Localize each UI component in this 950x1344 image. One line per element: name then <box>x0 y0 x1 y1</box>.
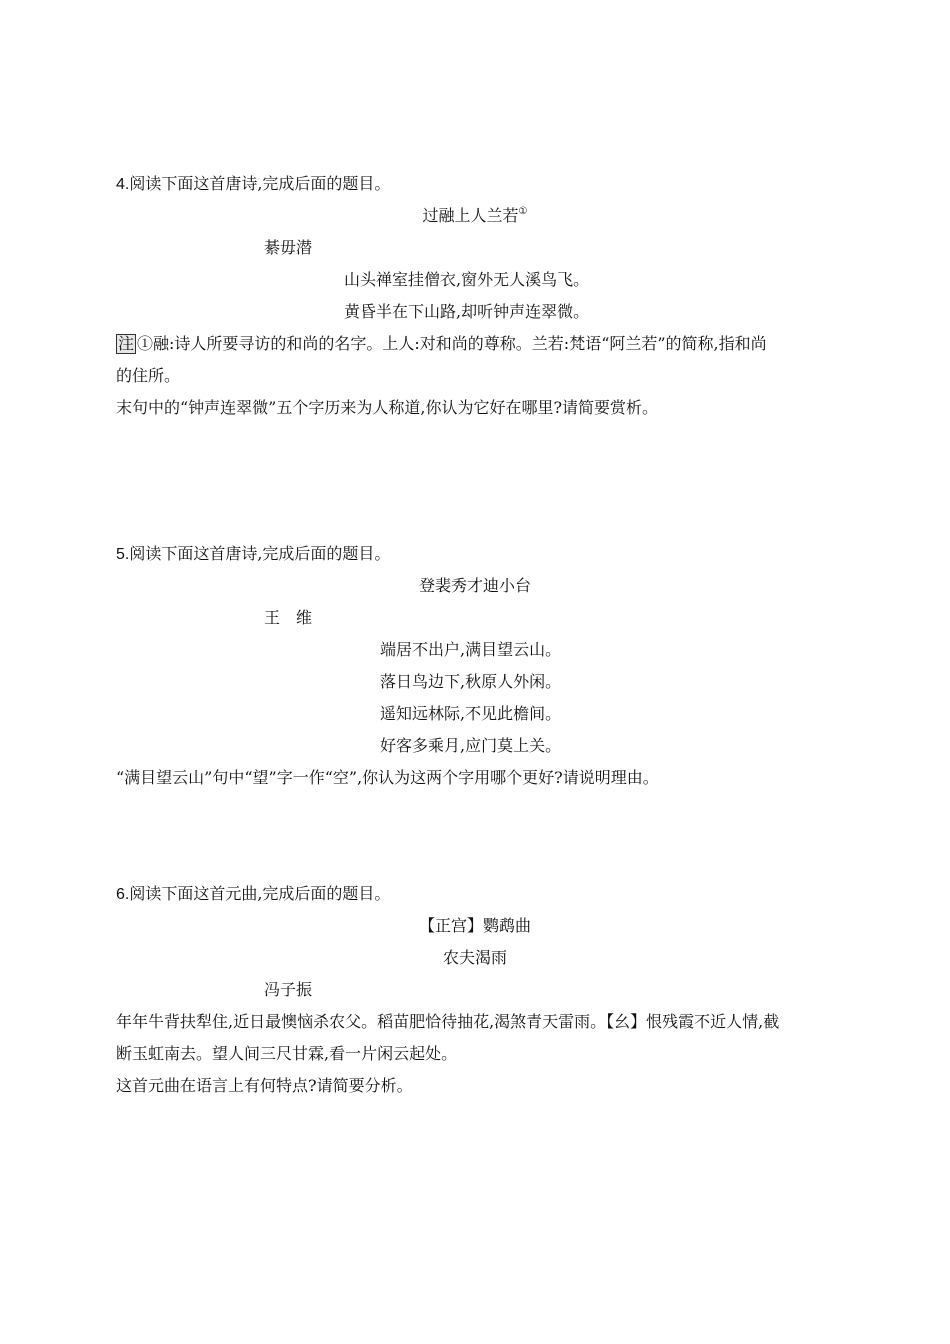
q6-poem-title: 农夫渴雨 <box>442 948 507 967</box>
q5-stem: 阅读下面这首唐诗,完成后面的题目。 <box>129 544 391 563</box>
q5-author-given-name: 维 <box>296 608 313 627</box>
q5-author <box>264 606 312 630</box>
q6-stem-line <box>116 882 390 906</box>
q5-stem-line <box>116 542 390 566</box>
q5-poem-line-1: 端居不出户,满目望云山。 <box>380 640 562 659</box>
q4-author: 綦毋潜 <box>264 238 313 257</box>
q4-poem-line-2: 黄昏半在下山路,却听钟声连翠微。 <box>344 302 590 321</box>
q6-stem: 阅读下面这首元曲,完成后面的题目。 <box>129 884 391 903</box>
q4-note-line-1 <box>116 332 767 356</box>
q4-poem-title-line <box>0 204 950 228</box>
q4-number: 4. <box>116 176 130 193</box>
q6-question: 这首元曲在语言上有何特点?请简要分析。 <box>116 1076 413 1095</box>
q4-note-line-2: 的住所。 <box>116 366 181 385</box>
q4-title-footnote-marker: ① <box>518 206 528 217</box>
q4-question: 末句中的“钟声连翠微”五个字历来为人称道,你认为它好在哪里?请简要赏析。 <box>116 398 659 417</box>
q4-note-text-1: ①融:诗人所要寻访的和尚的名字。上人:对和尚的尊称。兰若:梵语“阿兰若”的简称,指和尚 <box>137 334 767 353</box>
q5-poem-title: 登裴秀才迪小台 <box>418 576 531 595</box>
note-label: 注 <box>118 334 135 353</box>
q6-text-line-2: 断玉虹南去。望人间三尺甘霖,看一片闲云起处。 <box>116 1044 458 1063</box>
q4-stem: 阅读下面这首唐诗,完成后面的题目。 <box>129 174 391 193</box>
q5-question: “满目望云山”句中“望”字一作“空”,你认为这两个字用哪个更好?请说明理由。 <box>116 768 659 787</box>
q5-number: 5. <box>116 546 130 563</box>
q4-poem-line-1: 山头禅室挂僧衣,窗外无人溪鸟飞。 <box>344 270 590 289</box>
q4-poem-title: 过融上人兰若 <box>422 206 519 225</box>
q6-tune-title: 【正宫】鹦鹉曲 <box>418 916 531 935</box>
q4-stem-line <box>116 172 390 196</box>
q6-number: 6. <box>116 886 130 903</box>
q5-poem-line-4: 好客多乘月,应门莫上关。 <box>380 736 562 755</box>
q6-author: 冯子振 <box>264 980 313 999</box>
q5-poem-line-3: 遥知远林际,不见此檐间。 <box>380 704 562 723</box>
q5-poem-line-2: 落日鸟边下,秋原人外闲。 <box>380 672 562 691</box>
q6-text-line-1: 年年牛背扶犁住,近日最懊恼杀农父。稻苗肥恰待抽花,渴煞青天雷雨。【幺】恨残霞不近人情,截 <box>116 1012 780 1031</box>
q5-author-surname: 王 <box>264 608 281 627</box>
